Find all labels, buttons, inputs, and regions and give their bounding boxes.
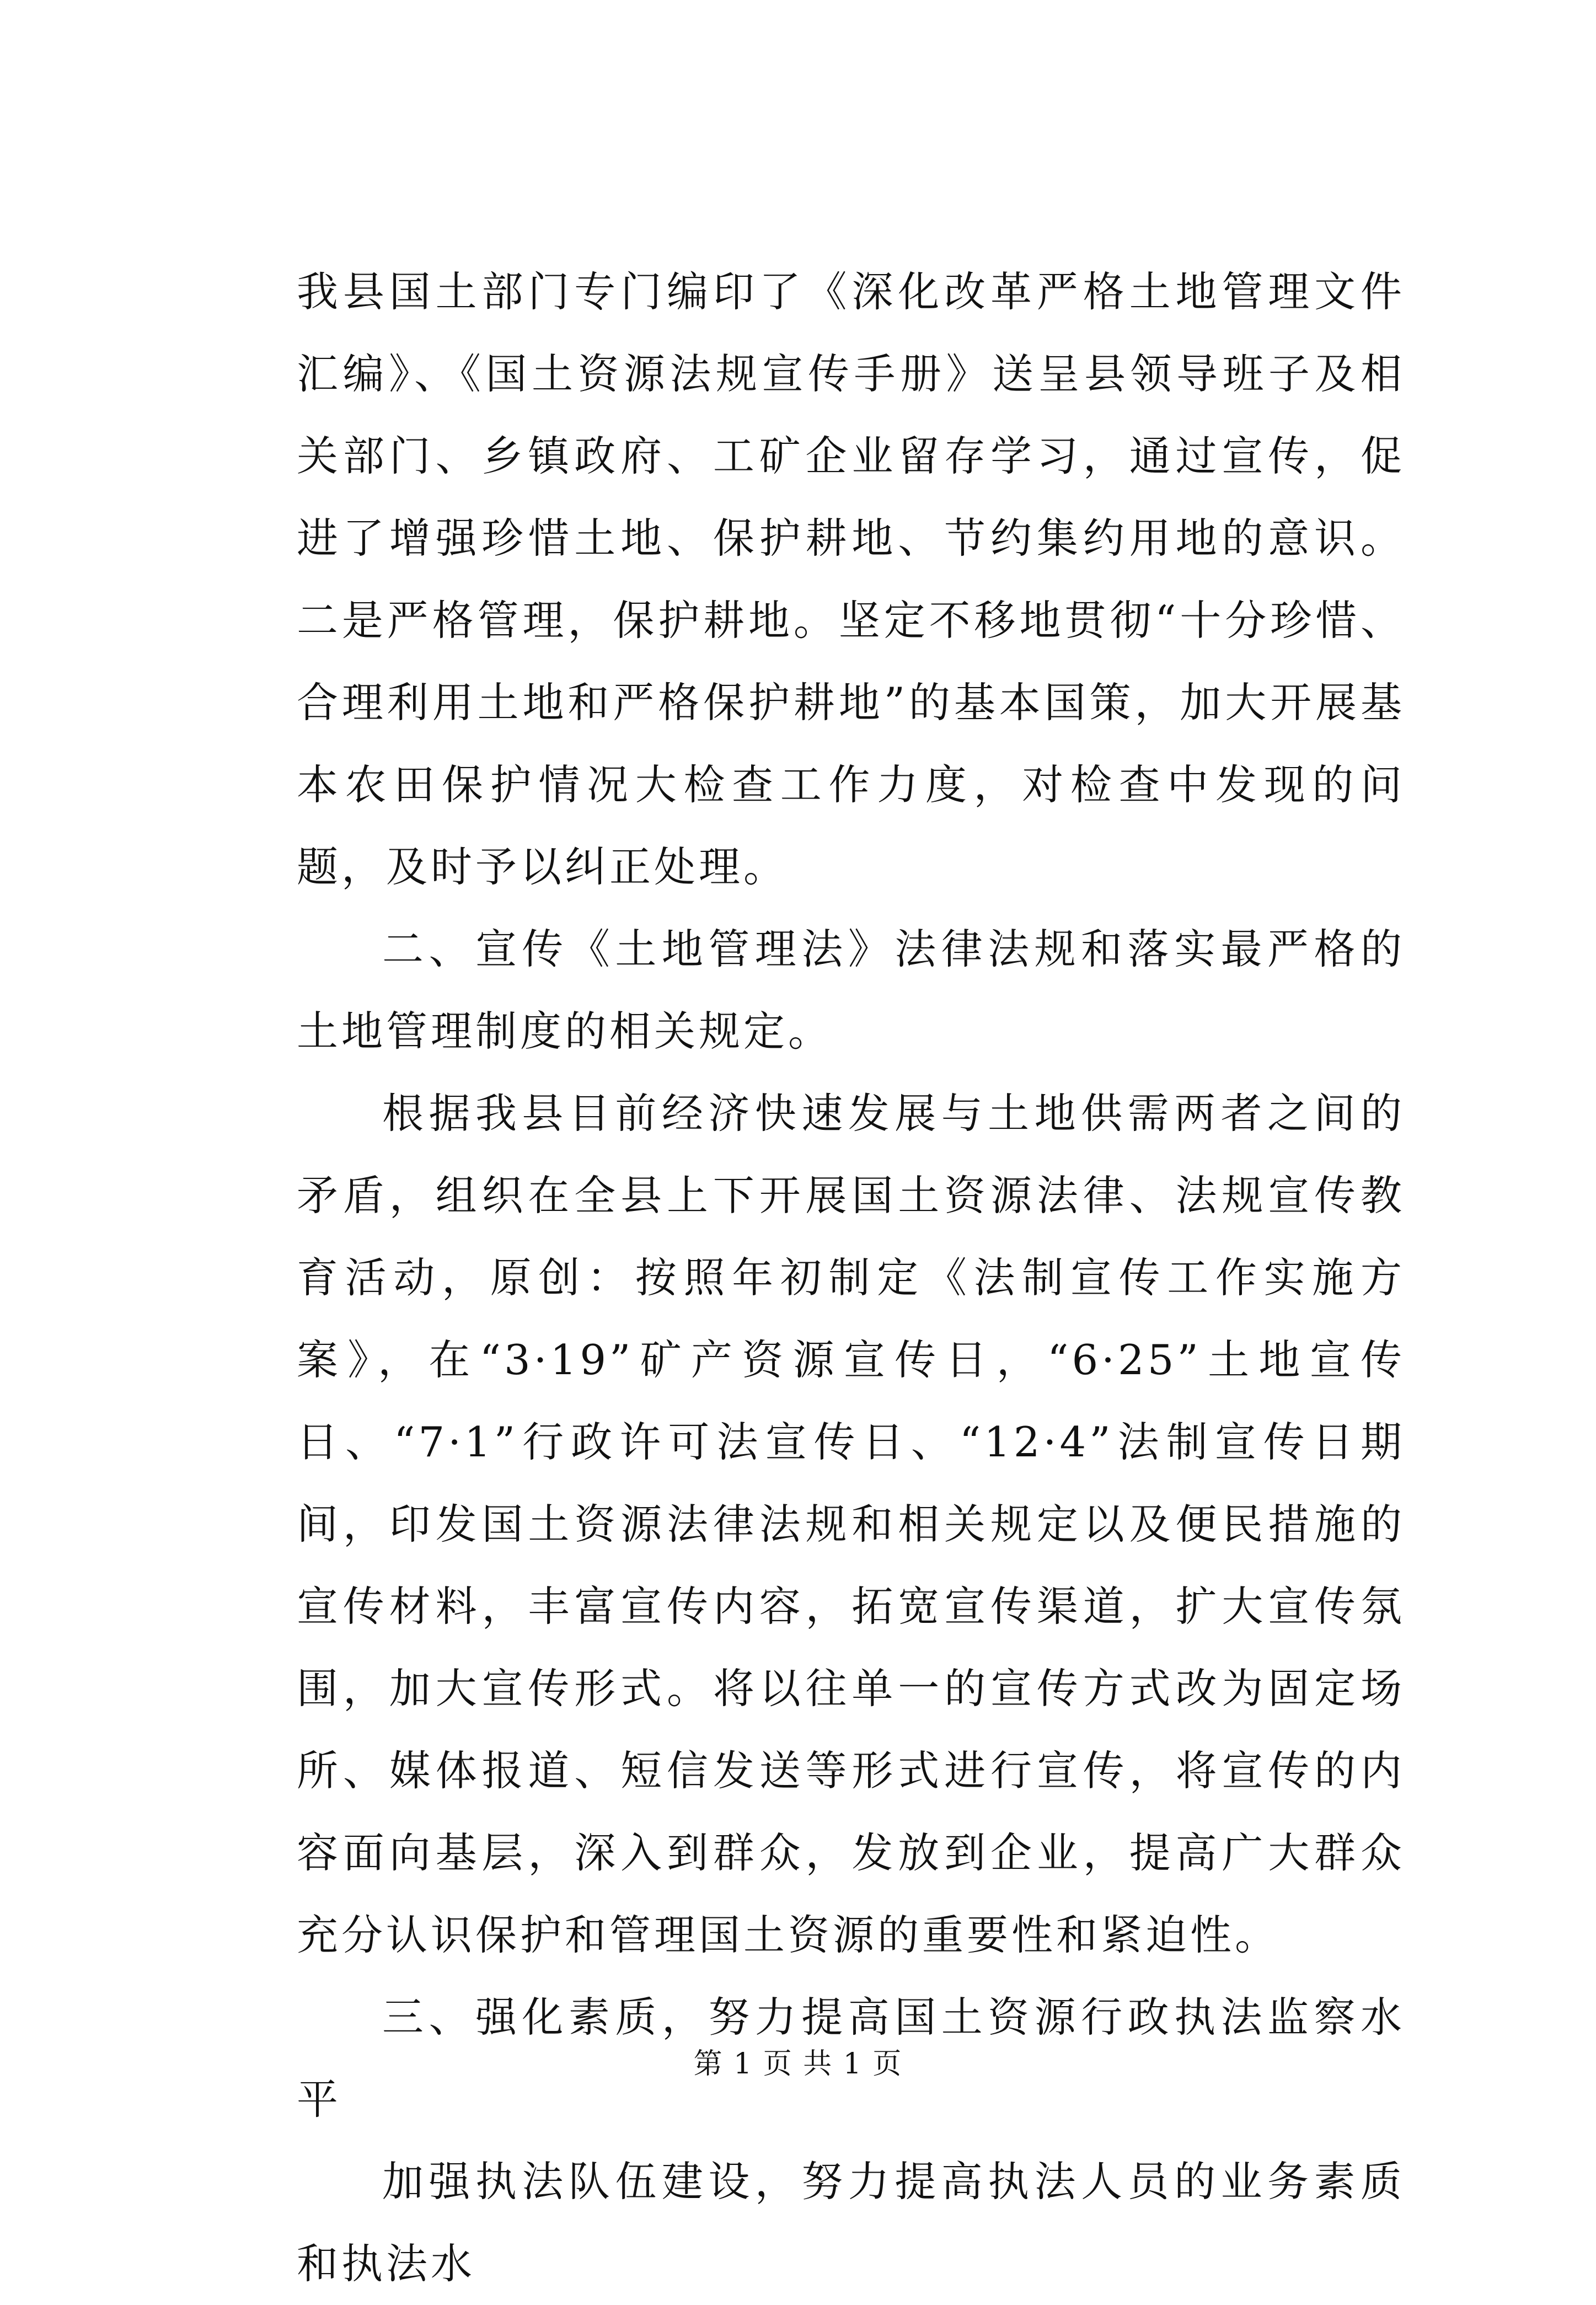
- paragraph-enforcement: 加强执法队伍建设，努力提高执法人员的业务素质和执法水: [297, 2157, 1405, 2288]
- section-heading-2: 二、宣传《土地管理法》法律法规和落实最严格的土地管理制度的相关规定。: [297, 925, 1405, 1055]
- page-footer: 第 1 页 共 1 页: [693, 2047, 903, 2081]
- paragraph-publicity: 根据我县目前经济快速发展与土地供需两者之间的矛盾，组织在全县上下开展国土资源法律、法规宣传教育活动，原创：按照年初制定《法制宣传工作实施方案》，在“3·19”矿产资源宣传日，“6·25”土地宣传日、“7·1”行政许可法宣传日、“12·4”法制宣传日期间，印发国土资源法律法规和相关规定以及便民措施的宣传材料，丰富宣传内容，拓宽宣传渠道，扩大宣传氛围，加大宣传形式。将以往单一的宣传方式改为固定场所、媒体报道、短信发送等形式进行宣传，将宣传的内容面向基层，深入到群众，发放到企业，提高广大群众充分认识保护和管理国土资源的重要性和紧迫性。: [297, 1089, 1405, 1959]
- paragraph-continued: 我县国土部门专门编印了《深化改革严格土地管理文件汇编》、《国土资源法规宣传手册》送呈县领导班子及相关部门、乡镇政府、工矿企业留存学习，通过宣传，促进了增强珍惜土地、保护耕地、节约集约用地的意识。二是严格管理，保护耕地。坚定不移地贯彻“十分珍惜、合理利用土地和严格保护耕地”的基本国策，加大开展基本农田保护情况大检查工作力度，对检查中发现的问题，及时予以纠正处理。: [297, 267, 1405, 891]
- document-body: [297, 251, 1405, 2305]
- section-heading-3: 三、强化素质，努力提高国土资源行政执法监察水平: [297, 1993, 1405, 2124]
